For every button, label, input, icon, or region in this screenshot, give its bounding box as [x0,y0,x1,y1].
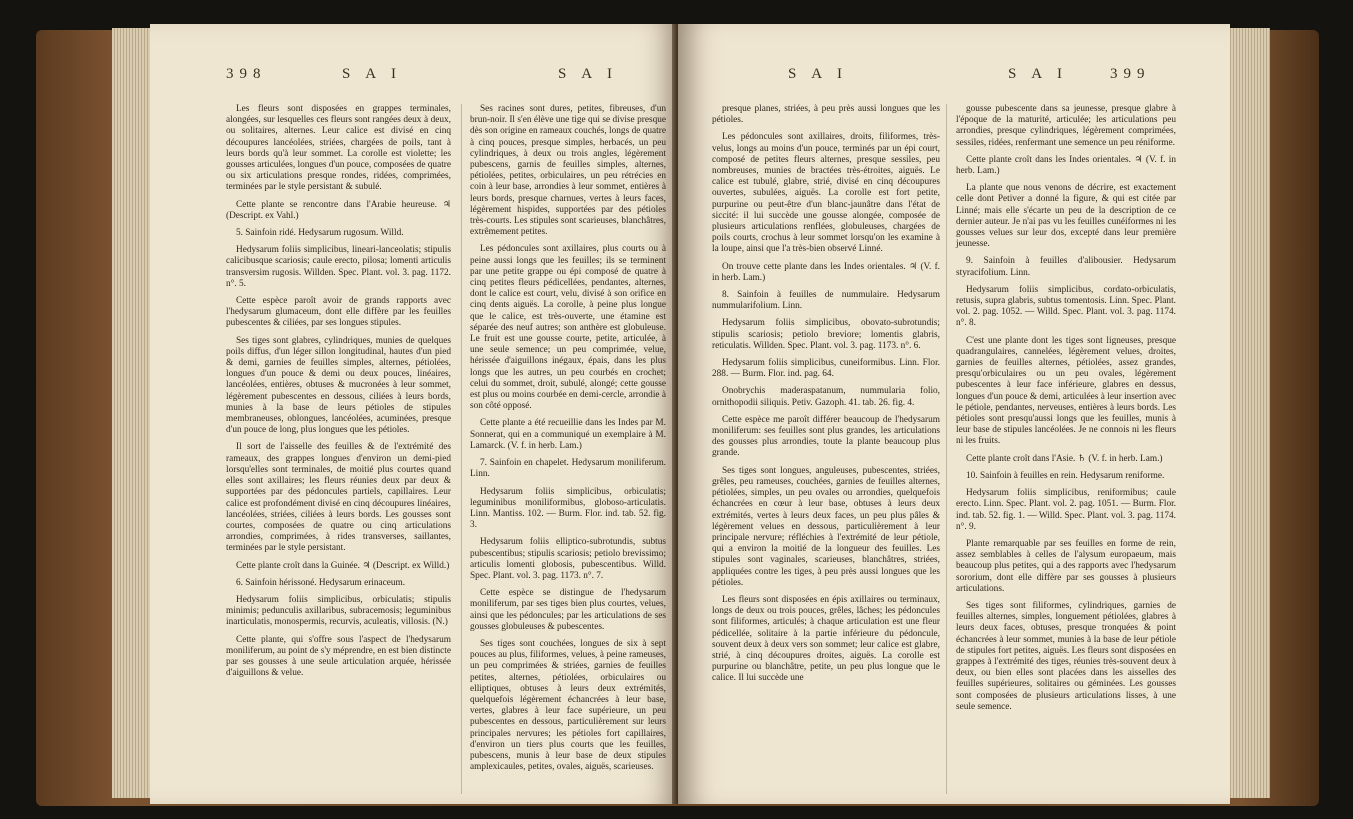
paragraph: Ses tiges sont filiformes, cylindriques, garnies de feuilles alternes, simples, longuement pétiolées, glabres à leurs deux faces, obtuses, presque tronquées & point échancrées à leur sommet, munies à la base de leur pétiole de stipules fort petites, aiguës. Les fleurs sont disposées en grappes à l'extrémité des tiges, réunies très-souvent deux à deux, ou bien elles sont placées dans les aisselles des feuilles supérieures, solitaires ou géminées. Les gousses sont composées de plusieurs articulations lisses, à une seule semence. [956,600,1176,712]
column-rule [946,104,947,794]
paragraph: Hedysarum foliis simplicibus, orbiculatis; stipulis minimis; pedunculis axillaribus, subracemosis; leguminibus inarticulatis, monospermis, recurvis, aculeatis, villosis. (N.) [226,594,451,628]
paragraph: 5. Sainfoin ridé. Hedysarum rugosum. Willd. [236,228,404,239]
paragraph: Hedysarum foliis simplicibus, reniformibus; caule erecto. Linn. Spec. Plant. vol. 2. pag. 1051. — Burm. Flor. ind. tab. 52. fig. 1. — Willd. Spec. Plant. vol. 3. pag. 1174. n°. 9. [956,488,1176,532]
page-number: 399 [1110,66,1151,82]
left-page [150,24,680,804]
paragraph: Cette espèce se distingue de l'hedysarum moniliferum, par ses tiges bien plus courtes, velues, ainsi que les pédoncules; par les articulations de ses gousses globuleuses & pubescentes. [470,588,666,632]
paragraph: Cette plante croît dans les Indes orientales. ♃ (V. f. in herb. Lam.) [956,154,1176,177]
running-head: S A I [1008,66,1069,82]
paragraph: Plante remarquable par ses feuilles en forme de rein, assez semblables à celles de l'alysum europaeum, mais beaucoup plus petites, qui a des rapports avec l'hedysarum sororium, dont elle diffère par ses gousses à plusieurs articulations. [956,538,1176,594]
paragraph: 10. Sainfoin à feuilles en rein. Hedysarum reniforme. [966,470,1165,481]
text-column-left-1 [226,104,451,685]
paragraph: Il sort de l'aisselle des feuilles & de l'extrémité des rameaux, des grappes longues d'environ un demi-pied lorsqu'elles sont terminales, de moitié plus courtes quand elles sont axillaires; les fleurs réunies deux par deux & supportées par des pédoncules partiels, capillaires. Leur calice est profondément divisé en cinq découpures linéaires, lancéolées, striées, ciliées à leurs bords. Les gousses sont courtes, composées de quatre ou cinq articulations arrondies, comprimées, à rides transverses, saillantes, terminées par le style persistant. [226,442,451,554]
paragraph: Les pédoncules sont axillaires, droits, filiformes, très-velus, longs au moins d'un pouce, terminés par un épi court, composé de petites fleurs alternes, presque sessiles, peu nombreuses, munies de bractées très-étroites, aiguës. Le calice est tubulé, glabre, strié, divisé en cinq découpures ouvertes, subulées, aiguës. La corolle est fort petite, purpurine ou peut-être d'un blanc-jaunâtre dans l'état de siccité: il lui succède une gousse alongée, composée de plusieurs articulations renflées, globuleuses, chargées de poils courts, crochus à leur sommet lorsqu'on les examine à la loupe, ainsi que l'a très-bien observé Linné. [712,132,940,255]
paragraph: Hedysarum foliis simplicibus, lineari-lanceolatis; stipulis calicibusque scariosis; caule erecto, pilosa; lomenti articulis transversim rugosis. Willden. Spec. Plant. vol. 3. pag. 1172. n°. 5. [226,245,451,289]
paragraph: 6. Sainfoin hérissoné. Hedysarum erinaceum. [236,577,406,588]
paragraph: presque planes, striées, à peu près aussi longues que les pétioles. [712,104,940,126]
column-rule [461,104,462,794]
paragraph: Les fleurs sont disposées en épis axillaires ou terminaux, longs de deux ou trois pouces, grêles, lâches; les pédoncules sont filiformes, articulés; à chaque articulation est une fleur pédicellée, solitaire à la partie inférieure du pédoncule, souvent deux à deux vers son sommet; leur calice est glabre, strié, à cinq découpures droites, aiguës. La corolle est purpurine ou blanchâtre, petite, un peu plus longue que le calice. Il lui succède une [712,594,940,684]
paragraph: La plante que nous venons de décrire, est exactement celle dont Petiver a donné la figure, & qui est citée par Linné; mais elle s'écarte un peu de la description de ce dernier auteur. Je n'ai pas vu les feuilles cunéiformes ni les gousses velues sur leur dos, excepté dans leur première jeunesse. [956,183,1176,250]
paragraph: Cette plante se rencontre dans l'Arabie heureuse. ♃ (Descript. ex Vahl.) [226,199,451,221]
paragraph: Cette plante a été recueillie dans les Indes par M. Sonnerat, qui en a communiqué un exemplaire à M. Lamarck. (V. f. in herb. Lam.) [470,418,666,451]
right-page [678,24,1230,804]
paragraph: Cette espèce paroît avoir de grands rapports avec l'hedysarum glumaceum, dont elle diffère par les feuilles pubescentes & ciliées, par ses longues stipules. [226,296,451,329]
text-column-right-2 [956,104,1176,719]
paragraph: Onobrychis maderaspatanum, nummularia folio, ornithopodii siliquis. Petiv. Gazoph. 41. tab. 26. fig. 4. [712,386,940,408]
paragraph: Hedysarum foliis simplicibus, cuneiformibus. Linn. Flor. 288. — Burm. Flor. ind. pag. 64. [712,358,940,380]
page-edges-left [112,28,152,798]
paragraph: Les fleurs sont disposées en grappes terminales, alongées, sur lesquelles ces fleurs sont rangées deux à deux, ou solitaires, alternes. Leur calice est divisé en cinq découpures lancéolées, striées, chargées de poils, tant à leurs bords qu'à leur sommet. La corolle est violette; les gousses articulées, longues d'un pouce, composées de quatre ou six articulations presque rondes, ridées, comprimées, terminées par le style persistant & subulé. [226,104,451,193]
paragraph: Cette plante, qui s'offre sous l'aspect de l'hedysarum moniliferum, au point de s'y méprendre, en est bien distincte par ses gousses à une seule articulation arquée, hérissée d'aiguillons & velue. [226,634,452,679]
paragraph: 9. Sainfoin à feuilles d'alibousier. Hedysarum styracifolium. Linn. [956,256,1176,278]
running-head: S A I [788,66,849,82]
paragraph: Les pédoncules sont axillaires, plus courts ou à peine aussi longs que les feuilles; ils se terminent par une petite grappe ou épi composé de quatre à cinq petites fleurs pédicellées, pendantes, alternes, dont le calice est court, velu, divisé à son orifice en cinq dents aiguës. La corolle, à peine plus longue que le calice, est très-ouverte, une étamine est séparée des neuf autres; son anthère est globuleuse. Le fruit est une gousse courte, petite, articulée, à une seule semence; un peu comprimée, velue, hérissée d'aiguillons inégaux, épais, dans les plus longs que les autres, un peu courbés en crochet; celui du sommet, droit, subulé, alongé; cette gousse est plus ou moins courbée en demi-cercle, arrondie à son côté opposé. [470,244,666,412]
paragraph: Cette espèce me paroît différer beaucoup de l'hedysarum moniliferum: ses feuilles sont plus grandes, les articulations des gousses plus arrondies, toute la plante beaucoup plus grande. [712,414,940,459]
running-head: S A I [558,66,619,82]
paragraph: Ses tiges sont longues, anguleuses, pubescentes, striées, grêles, peu rameuses, couchées, garnies de feuilles alternes, pétiolées, simples, un peu ovales ou arrondies, quelquefois échancrées en cœur à leur base, obtuses à leurs deux extrémités, vertes à leurs deux faces, un peu plus pâles & légèrement velues en dessous, particulièrement à leur principale nervure; réfléchies à l'extrémité de leur pétiole, qui a environ la moitié de la longueur des feuilles. Les stipules sont vaginales, scarieuses, blanchâtres, striées, appliquées contre les tiges, à peu près aussi longues que les pétioles. [712,465,940,588]
paragraph: Hedysarum foliis elliptico-subrotundis, subtus pubescentibus; stipulis scariosis; petiolo brevissimo; articulis lomenti globosis, pubescentibus. Willd. Spec. Plant. vol. 3. pag. 1173. n°. 7. [470,537,666,581]
paragraph: 8. Sainfoin à feuilles de nummulaire. Hedysarum nummularifolium. Linn. [712,290,940,312]
paragraph: Hedysarum foliis simplicibus, cordato-orbiculatis, retusis, supra glabris, subtus tomentosis. Linn. Spec. Plant. vol. 2. pag. 1052. — Willd. Spec. Plant. vol. 3. pag. 1174. n°. 8. [956,284,1176,329]
paragraph: Ses tiges sont glabres, cylindriques, munies de quelques poils diffus, d'un léger sillon longitudinal, hautes d'un pied & demi, garnies de feuilles simples, alternes, pétiolées, longues d'un pouce & demi ou deux pouces, linéaires, lancéolées, entières, obtuses & mucronées à leur sommet, légèrement pubescentes en dessous, ciliées à leurs bords, munies à la base de leurs pétioles de stipules membraneuses, oblongues, lancéolées, acuminées, presque d'un pouce de long, plus longues que les pétioles. [226,335,451,436]
paragraph: gousse pubescente dans sa jeunesse, presque glabre à l'époque de la maturité, articulée; les articulations peu arrondies, presque cylindriques, légèrement comprimées, sessiles, ridées, renfermant une semence un peu réniforme. [956,104,1176,148]
page-edges-right [1228,28,1270,798]
text-column-right-1 [712,104,940,691]
paragraph: Cette plante croît dans l'Asie. ♄ (V. f. in herb. Lam.) [966,453,1163,464]
running-head: S A I [342,66,403,82]
page-number: 398 [226,66,267,82]
paragraph: Ses tiges sont couchées, longues de six à sept pouces au plus, filiformes, velues, à peine rameuses, un peu comprimées & striées, garnies de feuilles petites, alternes, pétiolées, orbiculaires ou elliptiques, obtuses à leurs deux extrémités, quelquefois légèrement échancrées à leur base, vertes, glabres à leur face supérieure, un peu pubescentes en dessous, particulièrement sur leurs principales nervures; les pétioles fort capillaires, d'environ un tiers plus courts que les feuilles, pubescens, munis à leur base de deux stipules amplexicaules, petites, ovales, aiguës, scarieuses. [470,638,666,773]
paragraph: Cette plante croît dans la Guinée. ♃ (Descript. ex Willd.) [236,560,450,571]
paragraph: Hedysarum foliis simplicibus, orbiculatis; leguminibus moniliformibus, globoso-articulatis. Linn. Mantiss. 102. — Burm. Flor. ind. tab. 52. fig. 3. [470,486,666,531]
paragraph: 7. Sainfoin en chapelet. Hedysarum moniliferum. Linn. [470,458,666,480]
paragraph: C'est une plante dont les tiges sont ligneuses, presque quadrangulaires, cannelées, légèrement velues, droites, garnies de feuilles alternes, pétiolées, assez grandes, presqu'orbiculaires ou un peu ovales, légèrement pubescentes à leur face inférieure, glabres en dessus, longues d'un pouce & demi, articulées à leur insertion avec le pétiole, pendantes, nerveuses, entières à leurs bords. Les pétioles sont presqu'aussi longs que les feuilles, munis à leur base de stipules lancéolées. Je ne connois ni les fleurs ni les fruits. [956,335,1176,447]
paragraph: Ses racines sont dures, petites, fibreuses, d'un brun-noir. Il s'en élève une tige qui se divise presque dès son origine en rameaux couchés, longs de quatre à cinq pouces, presque simples, herbacés, un peu cylindriques, à deux ou trois angles, légèrement pubescens, garnis de feuilles simples, alternes, pétiolées, petites, orbiculaires, un peu rétrécies en coin à leur base, arrondies à leur sommet, entières à leurs bords, presque charnues, vertes à leurs faces, légèrement hispides, supportées par des pétioles très-courts. Les stipules sont scarieuses, blanchâtres, extrêmement petites. [470,104,666,238]
text-column-left-2 [470,104,666,779]
paragraph: On trouve cette plante dans les Indes orientales. ♃ (V. f. in herb. Lam.) [712,261,940,283]
paragraph: Hedysarum foliis simplicibus, obovato-subrotundis; stipulis scariosis; petiolo breviore; lomentis glabris, reticulatis. Willden. Spec. Plant. vol. 3. pag. 1173. n°. 6. [712,318,940,351]
